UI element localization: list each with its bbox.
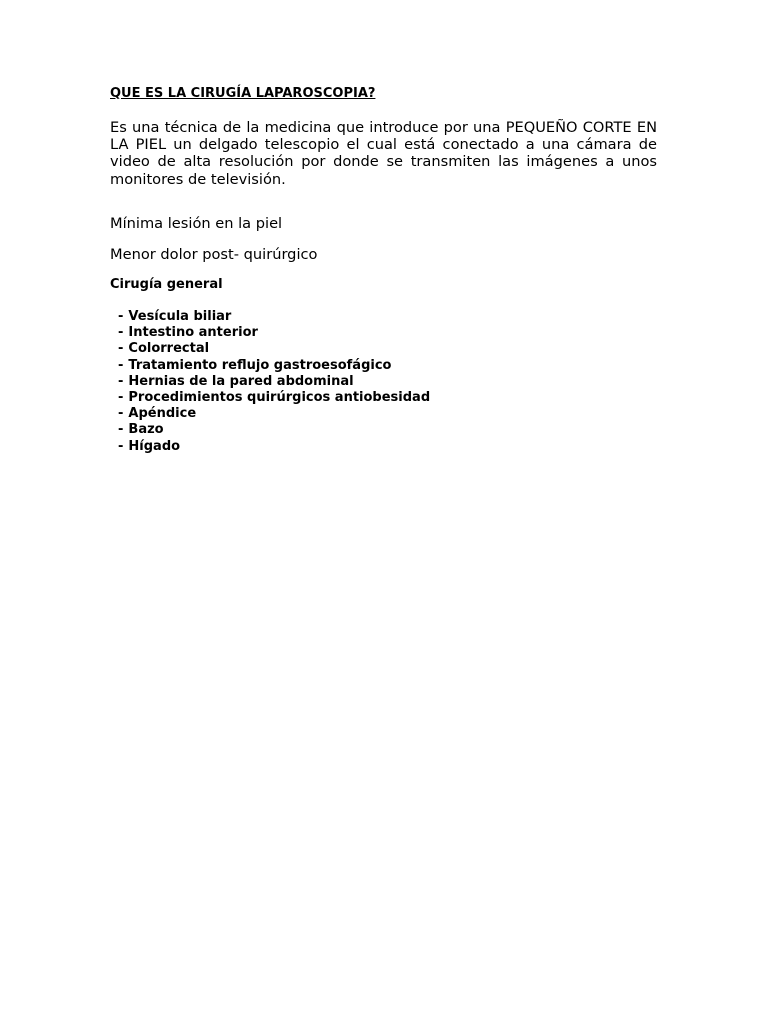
bullet-dash: - — [118, 341, 124, 357]
list-item — [118, 439, 430, 455]
list-item-label: Apéndice — [128, 406, 197, 422]
list-item — [118, 390, 430, 406]
list-item-label: Vesícula biliar — [128, 309, 232, 324]
document-title: QUE ES LA CIRUGÍA LAPAROSCOPIA? — [110, 86, 376, 101]
list-item — [118, 325, 430, 341]
bullet-dash: - — [118, 438, 124, 454]
list-item — [118, 422, 430, 438]
list-item-label: Colorrectal — [128, 341, 210, 357]
benefit-less-pain: Menor dolor post- quirúrgico — [110, 246, 318, 263]
bullet-dash: - — [118, 325, 124, 341]
bullet-dash: - — [118, 357, 124, 373]
bullet-dash: - — [118, 309, 124, 324]
list-item-label: Procedimientos quirúrgicos antiobesidad — [128, 390, 431, 406]
list-item — [118, 406, 430, 422]
benefit-minimal-skin-lesion: Mínima lesión en la piel — [110, 215, 283, 232]
section-title-general-surgery: Cirugía general — [110, 277, 223, 292]
list-item — [118, 358, 430, 374]
intro-paragraph: Es una técnica de la medicina que introduce por una PEQUEÑO CORTE EN LA PIEL un delgado telescopio el cual está conectado a una cámara de video de alta resolución por donde se transmiten las imágenes a unos monitores de televisión. — [110, 119, 657, 188]
list-item-label: Hernias de la pared abdominal — [128, 373, 354, 389]
bullet-dash: - — [118, 422, 124, 438]
list-item-label: Hígado — [128, 438, 181, 454]
list-item — [118, 374, 430, 390]
bullet-dash: - — [118, 406, 124, 422]
procedure-list — [118, 309, 430, 455]
bullet-dash: - — [118, 373, 124, 389]
list-item — [118, 341, 430, 357]
bullet-dash: - — [118, 390, 124, 406]
list-item-label: Bazo — [128, 422, 164, 438]
list-item — [118, 309, 430, 325]
list-item-label: Tratamiento reflujo gastroesofágico — [128, 357, 392, 373]
list-item-label: Intestino anterior — [128, 325, 258, 341]
